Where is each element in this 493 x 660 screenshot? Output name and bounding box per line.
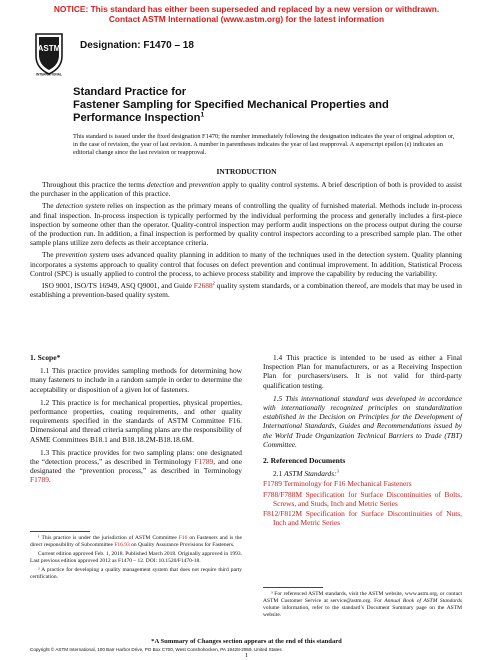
right-column bbox=[263, 353, 462, 528]
intro-paragraph-2: The detection system relies on inspection as the primary means of controlling the quality of furnished material. Methods include in-process and final inspection. In-process inspection is typically performed by the individual performing the process and generally includes a first-piece inspection by someone other than the operator. Quality-control inspection may perform audit inspections on the process output during the course of the production run. In addition, a final inspection is performed by quality control inspectors according to a prescribed sample plan. The other sample plans utilize zero defects as their acceptance criteria. bbox=[30, 201, 463, 248]
designation: Designation: F1470 – 18 bbox=[80, 40, 194, 51]
scope-heading: 1. Scope* bbox=[30, 353, 61, 362]
ref-item[interactable]: F812/F812M Specification for Surface Discontinuities of Nuts, Inch and Metric Series bbox=[263, 509, 462, 528]
footnote-rule bbox=[263, 587, 323, 588]
intro-paragraph-3: The prevention system uses advanced quality planning in addition to many of the techniques used in the detection system. Quality planning incorporates a systems approach to quality control that focuses on defect prevention and continual improvement. In addition, Statistical Process Control (SPC) is usually applied to control the process, to achieve process stability and improve the capability by reducing the variability. bbox=[30, 250, 462, 278]
footnote-3: ³ For referenced ASTM standards, visit the ASTM website, www.astm.org, or contact ASTM Customer Service at service@astm.org. For Annual Book of ASTM Standards volume information, refer to the standard’s Document Summary page on the ASTM website. bbox=[263, 591, 462, 618]
notice-line-1: NOTICE: This standard has either been superseded and replaced by a new version or withdrawn. bbox=[53, 4, 440, 14]
astm-standards-label: 2.1 ASTM Standards:$^3$ bbox=[273, 468, 339, 479]
logo-text: ASTM bbox=[37, 44, 61, 53]
document-title bbox=[73, 86, 453, 126]
scope-1-4: 1.4 This practice is intended to be used as either a Final Inspection Plan for manufacturers, or as a Receiving Inspection Plan for purchasers/users. It is not valid for third-party qualification testing. bbox=[263, 353, 462, 390]
intro-paragraph-4: ISO 9001, ISO/TS 16949, ASQ Q9001, and Guide F2688$^2$ quality system standards, or a combination thereof, are models that may be used in establishing a prevention-based quality system. bbox=[30, 280, 462, 300]
footnote-1: ¹ This practice is under the jurisdiction of ASTM Committee F16 on Fasteners and is the direct responsibility of Subcommittee F16.93 on Quality Assurance Provisions for Fasteners. bbox=[30, 535, 242, 548]
scope-1-1: 1.1 This practice provides sampling methods for determining how many fasteners to include in a random sample in order to determine the acceptability or disposition of a given lot of fasteners. bbox=[30, 366, 242, 394]
ref-item[interactable]: F788/F788M Specification for Surface Discontinuities of Bolts, Screws, and Studs, Inch and Metric Series bbox=[263, 489, 462, 508]
title-footnote-mark: 1 bbox=[200, 111, 205, 119]
referenced-documents-heading: 2. Referenced Documents bbox=[263, 456, 346, 466]
summary-of-changes-note: *A Summary of Changes section appears at the end of this standard bbox=[151, 638, 342, 645]
title-line-1: Standard Practice for bbox=[73, 86, 187, 98]
left-column bbox=[30, 353, 242, 489]
footnote-rule bbox=[30, 531, 90, 532]
ref-item[interactable]: F1789 Terminology for F16 Mechanical Fasteners bbox=[263, 479, 412, 489]
title-line-3: Performance Inspection bbox=[73, 112, 201, 125]
standard-issue-notice: This standard is issued under the fixed designation F1470; the number immediately following the designation indicates the year of original adoption or, in the case of revision, the year of last revision. A number in parentheses indicates the year of last reapproval. A superscript epsilon (ε) indicates an editorial change since the last revision or reapproval. bbox=[73, 133, 455, 157]
withdrawn-notice bbox=[0, 4, 493, 24]
footnotes-right bbox=[263, 587, 462, 621]
footnote-1-approval: Current edition approved Feb. 1, 2018. Published March 2018. Originally approved in 1993. Last previous edition approved 2012 as F1470 – 12. DOI: 10.1520/F1470-18. bbox=[30, 551, 242, 564]
link-f1789[interactable]: F1789 bbox=[30, 475, 49, 485]
copyright-line: Copyright © ASTM International, 100 Barr Harbor Drive, PO Box C700, West Conshohocken, PA 19428-2959. United States bbox=[30, 647, 282, 652]
link-f2688[interactable]: F2688 bbox=[193, 281, 213, 291]
link-f1789[interactable]: F1789 bbox=[194, 457, 214, 467]
page-number: 1 bbox=[244, 652, 249, 659]
notice-line-2: Contact ASTM International (www.astm.org) for the latest information bbox=[108, 14, 385, 24]
scope-1-2: 1.2 This practice is for mechanical properties, physical properties, performance properties, coating requirements, and other quality requirements specified in the standards of ASTM Committee F16. Dimensional and thread criteria sampling plans are the responsibility of ASME Committees B18.1 and B18.18.2M-B18.18.6M. bbox=[30, 397, 242, 444]
astm-logo-icon bbox=[30, 30, 68, 76]
footnotes-left bbox=[30, 531, 242, 583]
scope-1-5: 1.5 This international standard was developed in accordance with internationally recognized principles on standardization established in the Decision on Principles for the Development of International Standards, Guides and Recommendations issued by the World Trade Organization Technical Barriers to Trade (TBT) Committee. bbox=[263, 393, 462, 449]
title-line-2: Fastener Sampling for Specified Mechanical Properties and bbox=[73, 99, 389, 112]
introduction-heading: INTRODUCTION bbox=[216, 167, 277, 176]
intro-paragraph-1: Throughout this practice the terms detection and prevention apply to quality control systems. A brief description of both is provided to assist the purchaser in the application of this practice. bbox=[30, 180, 462, 199]
introduction-body bbox=[30, 180, 462, 302]
logo-sub-text: INTERNATIONAL bbox=[36, 72, 62, 76]
scope-1-3: 1.3 This practice provides for two sampling plans: one designated the “detection process,” as described in Terminology F1789, and one designated the “prevention process,” as described in Terminology F1789. bbox=[30, 447, 242, 485]
link-f16[interactable]: F16 bbox=[178, 535, 188, 541]
link-f16-93[interactable]: F16.93 bbox=[114, 542, 130, 548]
footnote-2: ² A practice for developing a quality management system that does not require third party certification. bbox=[30, 567, 242, 580]
